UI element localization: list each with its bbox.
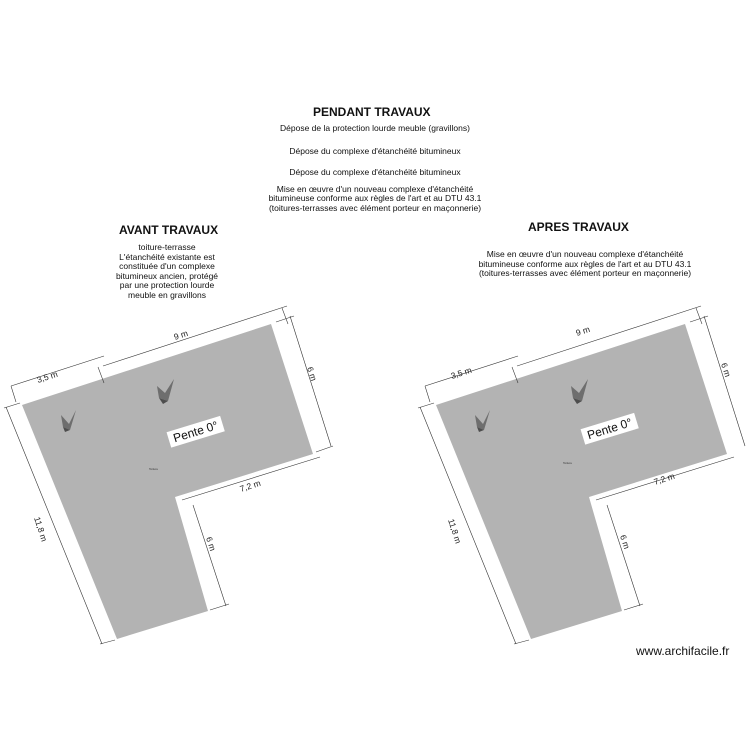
pendant-line-1: Dépose de la protection lourde meuble (gravillons)	[280, 123, 470, 133]
avant-title: AVANT TRAVAUX	[119, 223, 219, 237]
dim-top: 9 m	[574, 324, 592, 338]
svg-text:Pente 0°: Pente 0°	[171, 418, 220, 446]
dim-left: 11,8 m	[446, 517, 464, 545]
avant-line-2: L'étanchéité existante est	[119, 251, 215, 262]
avant-line-4: bitumineux ancien, protégé	[115, 270, 219, 281]
dim-top: 9 m	[172, 328, 190, 342]
dim-top-left: 3,5 m	[449, 364, 473, 381]
dim-left: 11,8 m	[32, 515, 50, 543]
avant-line-3: constituée d'un complexe	[119, 261, 215, 271]
dim-inner-vertical: 6 m	[204, 535, 218, 553]
pendant-line-2: Dépose du complexe d'étanchéité bitumineux	[289, 145, 461, 156]
watermark-link[interactable]: www.archifacile.fr	[636, 644, 730, 658]
apres-line-2: bitumineuse conforme aux règles de l'art et au DTU 43.1	[478, 258, 692, 269]
svg-text:Pente 0°: Pente 0°	[585, 415, 634, 443]
roof-center-label: Toiture	[149, 467, 159, 471]
pendant-line-4: Mise en œuvre d'un nouveau complexe d'étanchéité	[276, 183, 474, 194]
pendant-line-3: Dépose du complexe d'étanchéité bitumineux	[289, 167, 461, 177]
apres-line-3: (toitures-terrasses avec élément porteur en maçonnerie)	[478, 268, 692, 278]
apres-title: APRES TRAVAUX	[528, 220, 629, 234]
dim-right: 6 m	[719, 361, 733, 379]
dim-inner-horizontal: 7,2 m	[652, 470, 676, 487]
roof-shape-apres	[436, 324, 727, 639]
dim-inner-vertical: 6 m	[618, 533, 632, 551]
dim-top-left: 3,5 m	[35, 368, 59, 385]
dim-inner-horizontal: 7,2 m	[238, 477, 262, 494]
avant-line-6: meuble en gravillons	[128, 289, 206, 300]
pendant-line-5: bitumineuse conforme aux règles de l'art et au DTU 43.1	[268, 193, 482, 203]
pendant-title: PENDANT TRAVAUX	[313, 105, 431, 119]
avant-line-1: toiture-terrasse	[138, 242, 196, 252]
dim-right: 6 m	[305, 365, 319, 383]
pendant-line-6: (toitures-terrasses avec élément porteur en maçonnerie)	[268, 202, 482, 213]
roof-center-label: Toiture	[563, 461, 573, 465]
apres-line-1: Mise en œuvre d'un nouveau complexe d'étanchéité	[486, 249, 684, 259]
avant-line-5: par une protection lourde	[119, 280, 215, 290]
